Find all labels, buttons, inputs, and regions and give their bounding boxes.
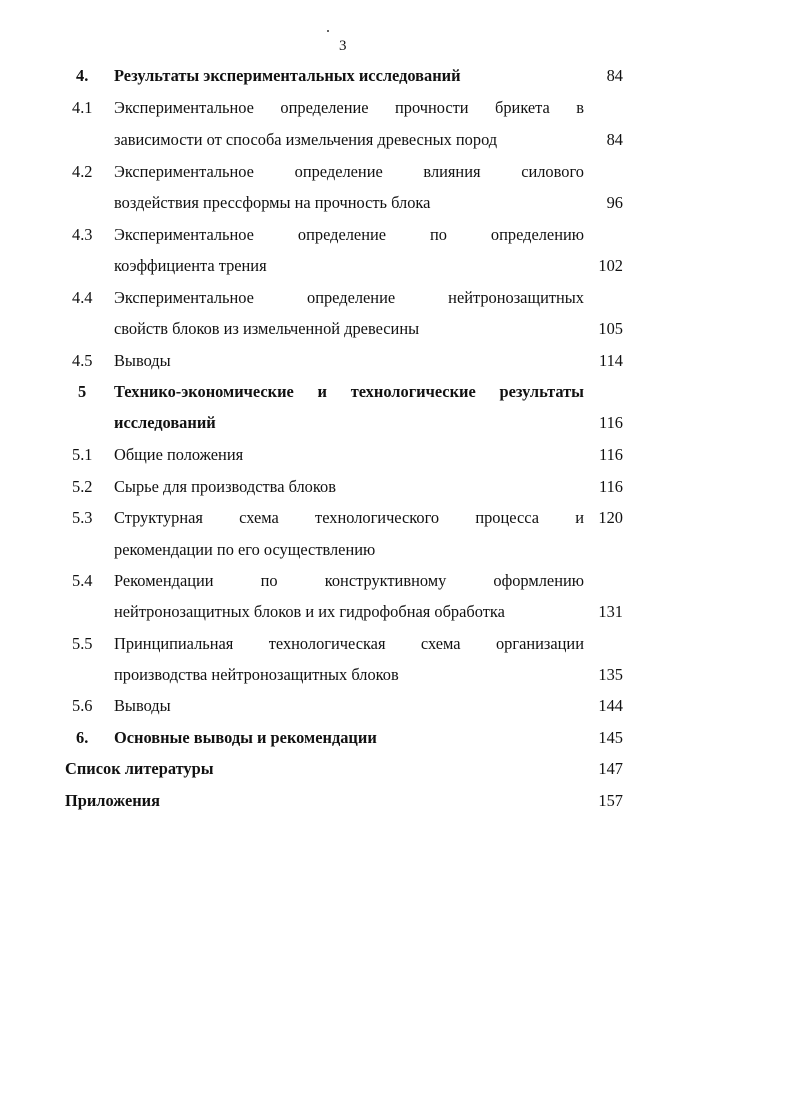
title-word: определение <box>307 288 396 307</box>
toc-entry-title-line2: воздействия прессформы на прочность блока <box>114 193 431 212</box>
page-ref-5: 116 <box>599 413 623 432</box>
title-word: в <box>576 98 584 117</box>
title-word: силового <box>521 162 584 181</box>
toc-entry-number: 5.2 <box>72 477 93 496</box>
page-ref-6: 145 <box>598 728 623 747</box>
toc-entry-number: 4.1 <box>72 98 93 117</box>
page-ref-references: 147 <box>598 759 623 778</box>
title-word: процесса <box>475 508 539 527</box>
page-ref-4: 84 <box>606 66 623 85</box>
toc-entry-title-line2: рекомендации по его осуществлению <box>114 540 376 559</box>
toc-entry-number: 4.3 <box>72 225 93 244</box>
page-ref-4-1: 84 <box>606 130 623 149</box>
title-word: определение <box>294 162 383 181</box>
toc-entry-title-line1 <box>114 98 584 118</box>
toc-entry-title: Основные выводы и рекомендации <box>114 728 377 747</box>
page-number: 3 <box>339 38 347 54</box>
page-ref-4-3: 102 <box>598 256 623 275</box>
title-word: оформлению <box>493 571 584 590</box>
title-word: технологического <box>315 508 440 527</box>
title-word: определение <box>280 98 369 117</box>
toc-entry-title: Сырье для производства блоков <box>114 477 336 496</box>
title-word: Структурная <box>114 508 203 527</box>
title-word: технологическая <box>268 634 386 653</box>
title-word: определение <box>297 225 387 244</box>
title-word: организации <box>495 634 584 653</box>
toc-entry-number: 5.6 <box>72 696 93 715</box>
title-word: Рекомендации <box>114 571 214 590</box>
toc-entry-number: 5 <box>78 382 87 401</box>
page-ref-5-5: 135 <box>598 665 623 684</box>
page-ref-5-2: 116 <box>599 477 623 496</box>
toc-entry-title-line1 <box>114 634 584 654</box>
toc-entry-title-line1 <box>114 225 584 245</box>
title-word: Экспериментальное <box>114 98 254 117</box>
toc-entry-title-line1 <box>114 162 584 182</box>
toc-entry-title-line1 <box>114 571 584 591</box>
toc-entry-title-line1 <box>114 508 584 528</box>
toc-entry-number: 6. <box>76 728 89 747</box>
toc-entry-title-line1 <box>114 288 584 308</box>
title-word: Принципиальная <box>114 634 234 653</box>
title-word: прочности <box>394 98 469 117</box>
toc-entry-number: 4.4 <box>72 288 93 307</box>
page-ref-5-3: 120 <box>598 508 623 527</box>
page-ref-appendices: 157 <box>598 791 623 810</box>
toc-entry-title: Выводы <box>114 696 171 715</box>
title-word: нейтронозащитных <box>448 288 584 307</box>
title-word: и <box>317 382 327 401</box>
page-ref-4-4: 105 <box>598 319 623 338</box>
page-ref-5-1: 116 <box>599 445 623 464</box>
title-word: и <box>575 508 584 527</box>
toc-entry-number: 4. <box>76 66 89 85</box>
toc-entry-number: 5.1 <box>72 445 93 464</box>
toc-entry-title: Результаты экспериментальных исследований <box>114 66 461 85</box>
title-word: Технико-экономические <box>114 382 294 401</box>
toc-entry-title: Выводы <box>114 351 171 370</box>
toc-entry-number: 4.2 <box>72 162 93 181</box>
title-word: Экспериментальное <box>114 225 254 244</box>
title-word: технологические <box>350 382 476 401</box>
toc-entry-number: 5.5 <box>72 634 93 653</box>
page-ref-5-4: 131 <box>598 602 623 621</box>
title-word: результаты <box>499 382 584 401</box>
title-word: конструктивному <box>324 571 447 590</box>
title-word: схема <box>420 634 461 653</box>
toc-entry-number: 5.3 <box>72 508 93 527</box>
title-word: Экспериментальное <box>114 162 254 181</box>
toc-entry-title: Общие положения <box>114 445 244 464</box>
toc-entry-title-line2: коэффициента трения <box>114 256 267 275</box>
toc-entry-title-line2: зависимости от способа измельчения древесных пород <box>114 130 498 149</box>
title-word: схема <box>239 508 279 527</box>
title-word: Экспериментальное <box>114 288 254 307</box>
toc-entry-title-line1 <box>114 382 584 402</box>
title-word: определению <box>490 225 584 244</box>
toc-entry-number: 5.4 <box>72 571 93 590</box>
toc-entry-title-line2: исследований <box>114 413 216 432</box>
page-ref-4-5: 114 <box>599 351 623 370</box>
title-word: по <box>429 225 447 244</box>
page-ref-4-2: 96 <box>606 193 623 212</box>
toc-entry-title-line2: нейтронозащитных блоков и их гидрофобная обработка <box>114 602 505 621</box>
page-ref-5-6: 144 <box>598 696 623 715</box>
toc-entry-title: Приложения <box>65 791 160 810</box>
title-word: влияния <box>423 162 481 181</box>
title-word: брикета <box>495 98 550 117</box>
scan-speck <box>327 30 329 32</box>
title-word: по <box>260 571 278 590</box>
toc-entry-number: 4.5 <box>72 351 93 370</box>
toc-entry-title: Список литературы <box>65 759 214 778</box>
toc-entry-title-line2: производства нейтронозащитных блоков <box>114 665 399 684</box>
toc-entry-title-line2: свойств блоков из измельченной древесины <box>114 319 420 338</box>
